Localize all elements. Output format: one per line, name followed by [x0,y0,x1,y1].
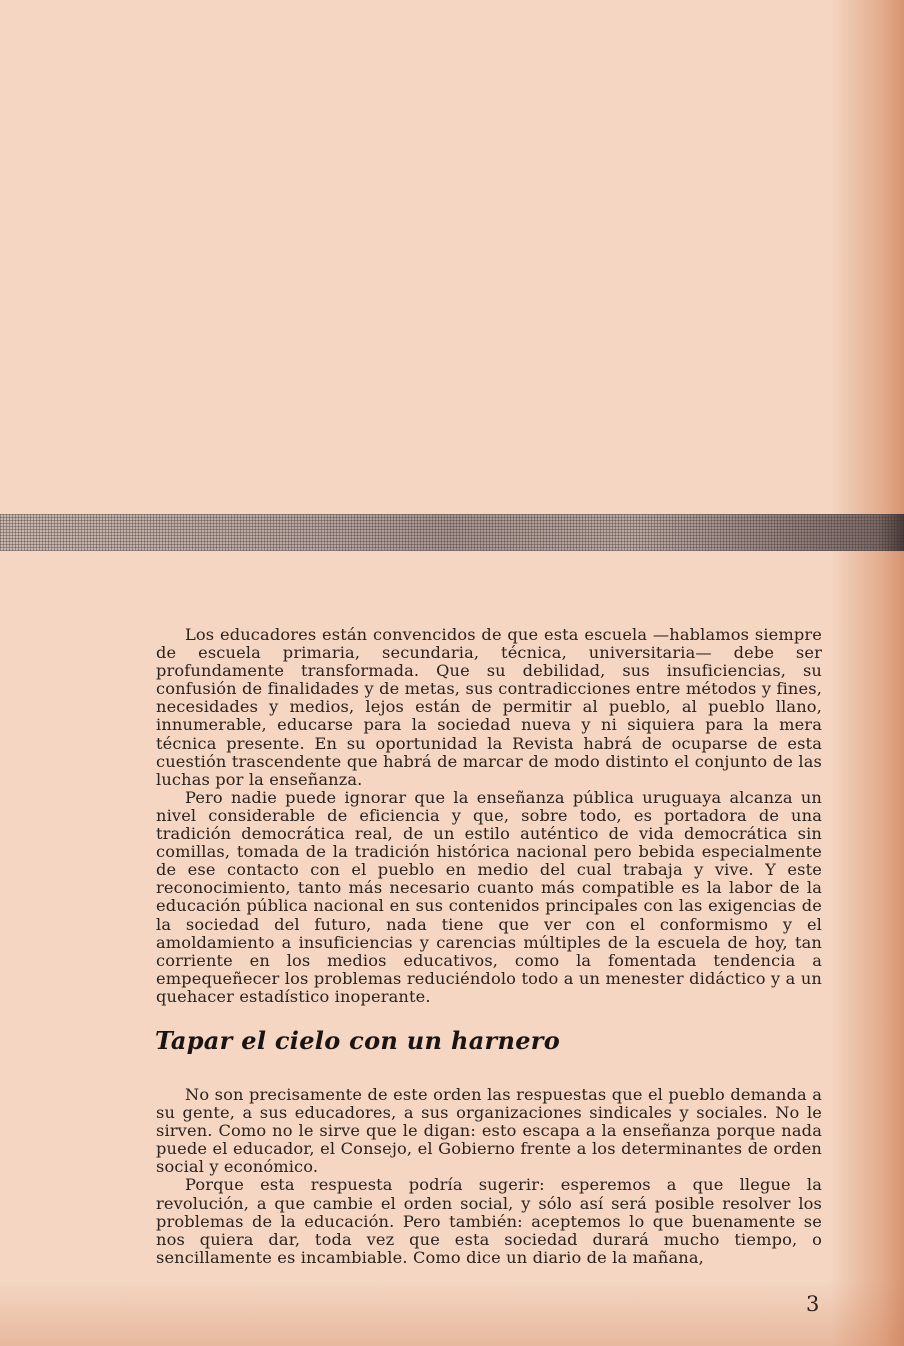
paragraph: Pero nadie puede ignorar que la enseñanza pública uruguaya alcanza un nivel considerable de eficiencia y que, sobre todo, es portadora de una tradición democrática real, de un estilo auténtico de vida democrática sin comillas, tomada de la tradición histórica nacional pero bebida especialmente de ese contacto con el pueblo en medio del cual trabaja y vive. Y este reconocimiento, tanto más necesario cuanto más compatible es la labor de la educación pública nacional en sus contenidos principales con las exigencias de la sociedad del futuro, nada tiene que ver con el conformismo y el amoldamiento a insuficiencias y carencias múltiples de la escuela de hoy, tan corriente en los medios educativos, como la fomentada tendencia a empequeñecer los problemas reduciéndolo todo a un menester didáctico y a un quehacer estadístico inoperante. [156,787,822,1006]
article-section-2 [156,1086,822,1267]
paragraph: Los educadores están convencidos de que esta escuela —hablamos siempre de escuela primaria, secundaria, técnica, universitaria— debe ser profundamente transformada. Que su debilidad, sus insuficiencias, su confusión de finalidades y de metas, sus contradicciones entre métodos y fines, necesidades y medios, lejos están de permitir al pueblo, al pueblo llano, innumerable, educarse para la sociedad nueva y ni siquiera para la mera técnica presente. En su oportunidad la Revista habrá de ocuparse de esta cuestión trascendente que habrá de marcar de modo distinto el conjunto de las luchas por la enseñanza. [156,625,822,789]
paragraph: No son precisamente de este orden las respuestas que el pueblo demanda a su gente, a sus educadores, a sus organizaciones sindicales y sociales. No le sirven. Como no le sirve que le digan: esto escapa a la enseñanza porque nada puede el educador, el Consejo, el Gobierno frente a los determinantes de orden social y económico. [156,1085,822,1177]
section-heading: Tapar el cielo con un harnero [155,1026,561,1055]
halftone-band-decoration [0,514,904,551]
article-section-1 [156,626,822,1006]
page-number: 3 [806,1292,820,1316]
paragraph: Porque esta respuesta podría sugerir: esperemos a que llegue la revolución, a que cambie el orden social, y sólo así será posible resolver los problemas de la educación. Pero también: aceptemos lo que buenamente se nos quiera dar, toda vez que esta sociedad durará mucho tiempo, o sencillamente es incambiable. Como dice un diario de la mañana, [156,1175,822,1267]
